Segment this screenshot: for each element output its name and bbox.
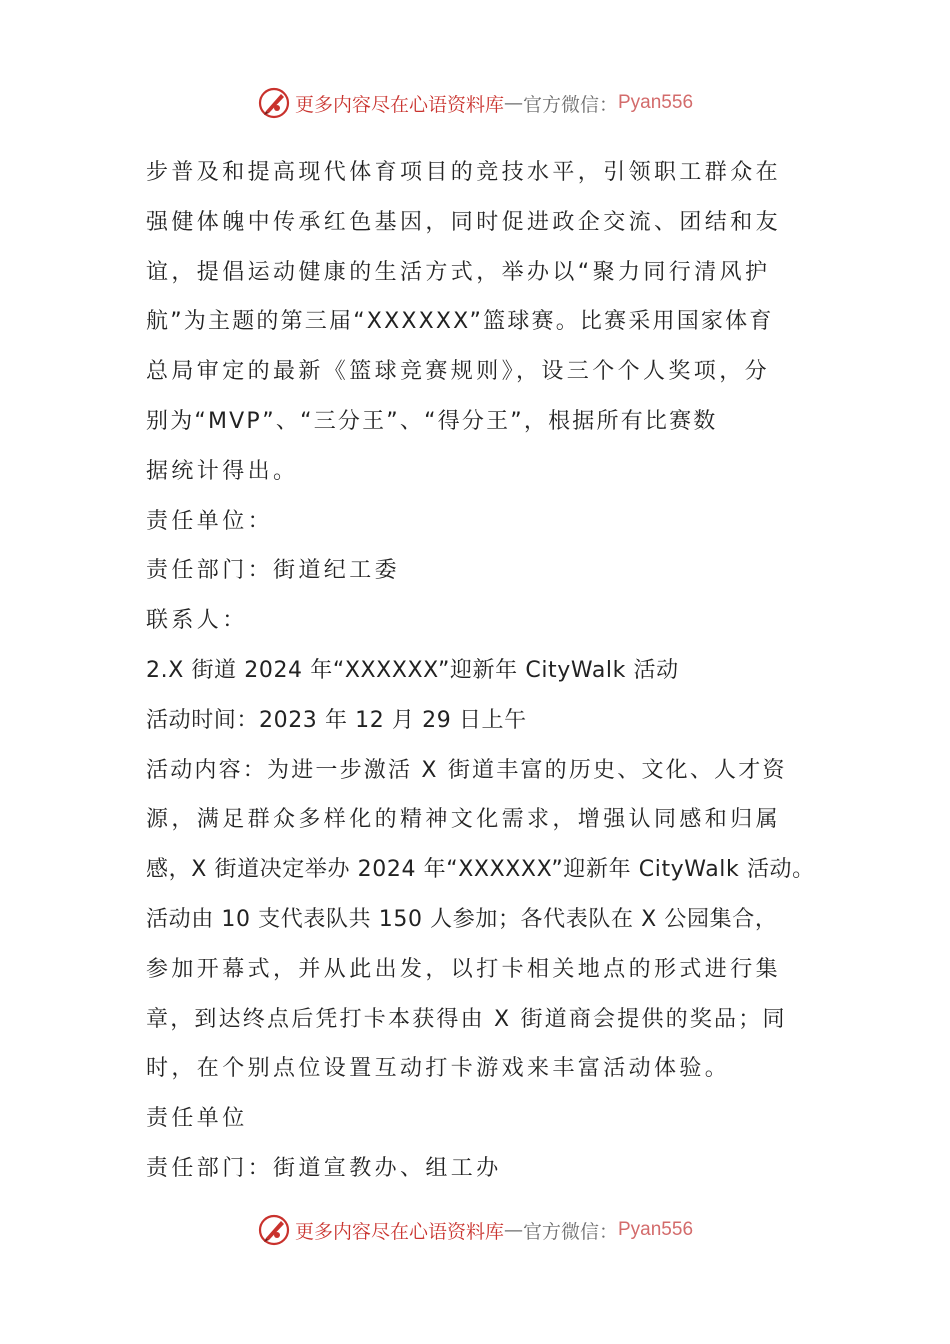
paragraph-line: 强健体魄中传承红色基因，同时促进政企交流、团结和友 [146, 209, 782, 235]
paragraph-line: 章，到达终点后凭打卡本获得由 X 街道商会提供的奖品；同 [146, 1006, 787, 1032]
field-responsible-department-2: 责任部门：街道宣教办、组工办 [146, 1155, 502, 1181]
paragraph-line: 感，X 街道决定举办 2024 年“XXXXXX”迎新年 CityWalk 活动。 [146, 857, 815, 883]
watermark-official-label: 官方微信： [522, 1220, 618, 1243]
paragraph-line: 据统计得出。 [146, 458, 299, 484]
field-contact-person: 联系人： [146, 608, 248, 634]
field-activity-time: 活动时间：2023 年 12 月 29 日上午 [146, 707, 527, 733]
field-responsible-department: 责任部门：街道纪工委 [146, 558, 401, 584]
watermark-wechat-id: Pyan556 [618, 1219, 694, 1240]
pen-seal-icon [257, 86, 291, 120]
paragraph-line: 总局审定的最新《篮球竞赛规则》，设三个个人奖项，分 [146, 359, 771, 385]
watermark-brand: 更多内容尽在心语资料库 [294, 93, 504, 116]
header-watermark [0, 83, 950, 123]
paragraph-line: 参加开幕式，并从此出发，以打卡相关地点的形式进行集 [146, 956, 782, 982]
document-body [146, 148, 826, 1194]
paragraph-line: 源，满足群众多样化的精神文化需求，增强认同感和归属 [146, 807, 782, 833]
field-responsible-unit-2: 责任单位 [146, 1106, 248, 1132]
watermark-dash: — [503, 92, 523, 114]
paragraph-line: 航”为主题的第三届“XXXXXX”篮球赛。比赛采用国家体育 [146, 309, 774, 335]
paragraph-line: 活动内容：为进一步激活 X 街道丰富的历史、文化、人才资 [146, 757, 787, 783]
section-heading: 2.X 街道 2024 年“XXXXXX”迎新年 CityWalk 活动 [146, 657, 679, 683]
watermark-brand: 更多内容尽在心语资料库 [294, 1220, 504, 1243]
field-responsible-unit: 责任单位： [146, 508, 274, 534]
pen-seal-icon [257, 1213, 291, 1247]
paragraph-line: 活动由 10 支代表队共 150 人参加；各代表队在 X 公园集合， [146, 906, 778, 932]
paragraph-line: 时，在个别点位设置互动打卡游戏来丰富活动体验。 [146, 1056, 731, 1082]
watermark-official-label: 官方微信： [522, 93, 618, 116]
watermark-dash: — [503, 1219, 523, 1241]
paragraph-line: 别为“MVP”、“三分王”、“得分王”，根据所有比赛数 [146, 408, 718, 434]
watermark-wechat-id: Pyan556 [618, 92, 694, 113]
paragraph-line: 谊，提倡运动健康的生活方式，举办以“聚力同行清风护 [146, 259, 771, 285]
footer-watermark [0, 1210, 950, 1250]
paragraph-line: 步普及和提高现代体育项目的竞技水平，引领职工群众在 [146, 160, 782, 185]
